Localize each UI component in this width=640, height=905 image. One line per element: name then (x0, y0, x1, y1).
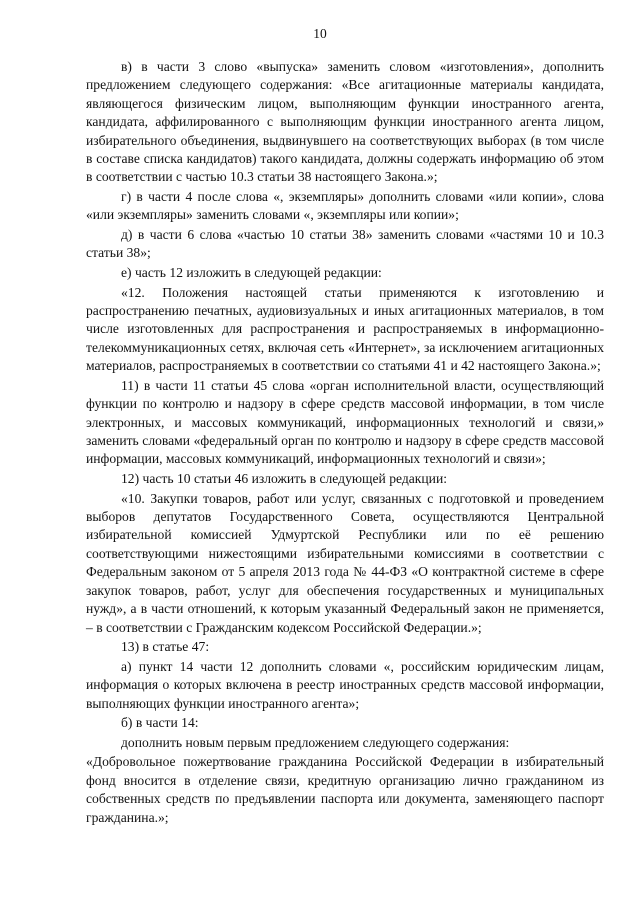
paragraph: «10. Закупки товаров, работ или услуг, связанных с подготовкой и проведением выборов депутатов Государственного Совета, осуществляются Центральной избирательной комиссией Удмуртской Республики или по её решению соответствующими нижестоящими избирательными комиссиями в соответствии с Федеральным законом от 5 апреля 2013 года № 44-ФЗ «О контрактной системе в сфере закупок товаров, работ, услуг для обеспечения государственных и муниципальных нужд», а в части отношений, к которым указанный Федеральный закон не применяется, – в соответствии с Гражданским кодексом Российской Федерации.»; (86, 490, 604, 635)
paragraph: «Добровольное пожертвование гражданина Российской Федерации в избирательный фонд вносится в отделение связи, кредитную организацию лично гражданином из собственных средств по предъявлении паспорта или документа, заменяющего паспорт гражданина.»; (86, 754, 604, 825)
paragraph: е) часть 12 изложить в следующей редакции: (121, 265, 382, 281)
paragraph: дополнить новым первым предложением следующего содержания: (121, 734, 510, 750)
paragraph: б) в части 14: (121, 715, 199, 731)
paragraph: «12. Положения настоящей статьи применяются к изготовлению и распространению печатных, аудиовизуальных и иных агитационных материалов, в том числе изготовленных для распространения и распространяемых в информационно-телекоммуникационных сетях, включая сеть «Интернет», за исключением агитационных материалов, распространяемых в соответствии со статьями 41 и 42 настоящего Закона.»; (86, 284, 604, 374)
page-number: 10 (313, 26, 327, 41)
paragraph: д) в части 6 слова «частью 10 статьи 38» заменить словами «частями 10 и 10.3 статьи 38»; (86, 227, 604, 261)
document-body (86, 58, 604, 828)
paragraph: 12) часть 10 статьи 46 изложить в следующей редакции: (121, 471, 448, 487)
paragraph: г) в части 4 после слова «, экземпляры» дополнить словами «или копии», слова «или экземпляры» заменить словами «, экземпляры или копии»; (86, 189, 604, 223)
paragraph: 11) в части 11 статьи 45 слова «орган исполнительной власти, осуществляющий функции по контролю и надзору в сфере средств массовой информации, в том числе электронных, и массовых коммуникаций, информационных технологий и связи,» заменить словами «федеральный орган по контролю и надзору в сфере средств массовой информации, массовых коммуникаций, информационных технологий и связи»; (86, 377, 604, 467)
paragraph: а) пункт 14 части 12 дополнить словами «, российским юридическим лицам, информация о которых включена в реестр иностранных средств массовой информации, выполняющих функции иностранного агента»; (86, 658, 604, 711)
paragraph: 13) в статье 47: (121, 639, 210, 655)
paragraph: в) в части 3 слово «выпуска» заменить словом «изготовления», дополнить предложением следующего содержания: «Все агитационные материалы кандидата, являющегося физическим лицом, выполняющим функции иностранного агента, кандидата, аффилированного с выполняющим функции иностранного агента лицом, избирательного объединения, выдвинувшего на соответствующих выборах (в том числе в составе списка кандидатов) такого кандидата, должны содержать информацию об этом в соответствии с частью 10.3 статьи 38 настоящего Закона.»; (86, 59, 604, 185)
